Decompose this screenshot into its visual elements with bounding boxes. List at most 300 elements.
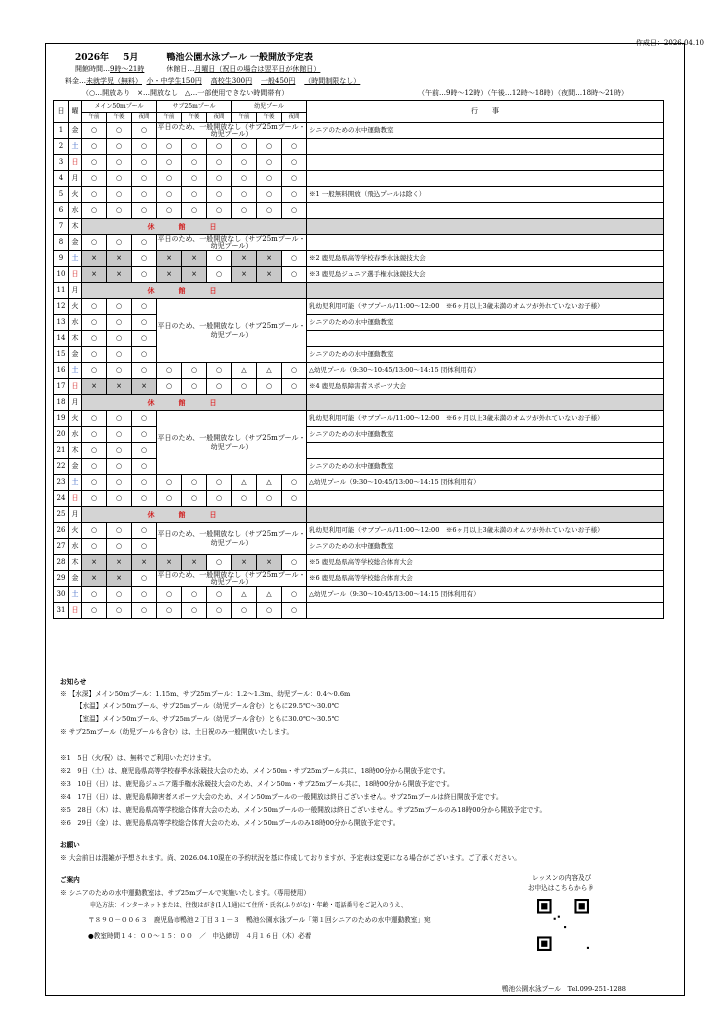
header-events: 行 事 xyxy=(307,101,664,123)
qr-code-icon[interactable] xyxy=(537,899,589,951)
row-day: 30 xyxy=(54,587,69,603)
table-row xyxy=(54,331,664,347)
row-weekday: 金 xyxy=(69,459,82,475)
row-weekday: 土 xyxy=(69,139,82,155)
header-pm: 午後 xyxy=(107,113,132,123)
status-cell: ○ xyxy=(82,331,107,347)
row-day: 4 xyxy=(54,171,69,187)
notice-water-temp: 【水温】メイン50mプール、サブ25mプール（幼児プール含む）ともに29.5℃～30.0℃ xyxy=(76,702,339,710)
request-text: ※ 大会前日は混雑が予想されます。尚、2026.04.10現在の予約状況を基に作成しておりますが、予定表は変更になる場合がございます。ご了承ください。 xyxy=(60,854,521,862)
status-cell: ○ xyxy=(82,315,107,331)
status-cell: ○ xyxy=(157,187,182,203)
status-cell: × xyxy=(257,251,282,267)
row-day: 1 xyxy=(54,123,69,139)
status-cell: × xyxy=(182,555,207,571)
status-cell: ○ xyxy=(132,267,157,283)
row-day: 8 xyxy=(54,235,69,251)
table-row xyxy=(54,235,664,251)
header-day: 日 xyxy=(54,101,69,123)
row-weekday: 木 xyxy=(69,555,82,571)
status-cell: △ xyxy=(257,587,282,603)
status-cell: ○ xyxy=(107,155,132,171)
status-cell: ○ xyxy=(257,155,282,171)
row-weekday: 木 xyxy=(69,219,82,235)
status-cell: ○ xyxy=(207,267,232,283)
status-cell: ○ xyxy=(107,539,132,555)
event-note: ※6 鹿児島県高等学校総合体育大会 xyxy=(307,571,664,587)
status-cell: ○ xyxy=(207,187,232,203)
event-note: △幼児プール（9:30～10:45/13:00～14:15 団体利用有） xyxy=(307,475,664,491)
closed-day: 休館日 xyxy=(82,283,307,299)
table-row xyxy=(54,459,664,475)
status-cell: ○ xyxy=(232,171,257,187)
table-row xyxy=(54,443,664,459)
status-cell: ○ xyxy=(207,203,232,219)
row-weekday: 月 xyxy=(69,171,82,187)
status-cell: ○ xyxy=(107,347,132,363)
status-cell: ○ xyxy=(207,363,232,379)
request-title: お願い xyxy=(60,841,80,849)
row-weekday: 火 xyxy=(69,411,82,427)
status-cell: × xyxy=(82,379,107,395)
row-weekday: 木 xyxy=(69,443,82,459)
weekday-no-open-notice: 平日のため、一般開放なし（サブ25mプール・幼児プール） xyxy=(157,523,307,555)
status-cell: × xyxy=(157,267,182,283)
event-note xyxy=(307,155,664,171)
row-day: 28 xyxy=(54,555,69,571)
row-weekday: 金 xyxy=(69,571,82,587)
status-cell: ○ xyxy=(132,331,157,347)
status-cell: ○ xyxy=(282,139,307,155)
status-cell: ○ xyxy=(282,187,307,203)
row-day: 21 xyxy=(54,443,69,459)
row-day: 18 xyxy=(54,395,69,411)
event-note: シニアのための水中運動教室 xyxy=(307,459,664,475)
note-3: ※3 10日（日）は、鹿児島ジュニア選手権水泳競技大会のため、メイン50m・サブ25mプール共に、18時00分から開放予定です。 xyxy=(60,780,454,788)
row-weekday: 金 xyxy=(69,123,82,139)
status-cell: ○ xyxy=(157,171,182,187)
row-weekday: 木 xyxy=(69,331,82,347)
status-cell: ○ xyxy=(157,587,182,603)
row-day: 12 xyxy=(54,299,69,315)
row-day: 24 xyxy=(54,491,69,507)
table-row xyxy=(54,299,664,315)
row-weekday: 土 xyxy=(69,475,82,491)
mail-address: 〒８９０－００６３ 鹿児島市鴨池２丁目３１－３ 鴨池公園水泳プール「第１回シニアのための水中運動教室」宛 xyxy=(88,916,431,924)
header-night: 夜間 xyxy=(132,113,157,123)
header-dow: 曜 xyxy=(69,101,82,123)
created-date: 作成日：2026.04.10 xyxy=(635,39,704,47)
status-cell: △ xyxy=(257,475,282,491)
status-cell: ○ xyxy=(182,491,207,507)
row-weekday: 日 xyxy=(69,267,82,283)
status-cell: ○ xyxy=(82,139,107,155)
table-row xyxy=(54,475,664,491)
event-note xyxy=(307,491,664,507)
weekday-no-open-notice: 平日のため、一般開放なし（サブ25mプール・幼児プール） xyxy=(157,570,306,586)
event-note: ※2 鹿児島県高等学校春季水泳競技大会 xyxy=(307,251,664,267)
status-cell: × xyxy=(107,267,132,283)
status-cell: ○ xyxy=(132,459,157,475)
status-cell: ○ xyxy=(107,459,132,475)
event-note: △幼児プール（9:30～10:45/13:00～14:15 団体利用有） xyxy=(307,587,664,603)
status-cell: ○ xyxy=(132,171,157,187)
table-row xyxy=(54,571,664,587)
table-row xyxy=(54,219,664,235)
row-day: 6 xyxy=(54,203,69,219)
notice-title: お知らせ xyxy=(60,678,87,686)
row-day: 17 xyxy=(54,379,69,395)
note-4: ※4 17日（日）は、鹿児島県障害者スポーツ大会のため、メイン50mプールの一般開放は終日ございません。サブ25mプールは終日開放予定です。 xyxy=(60,793,503,801)
status-cell: × xyxy=(82,571,107,587)
status-cell: ○ xyxy=(232,379,257,395)
status-cell: ○ xyxy=(132,427,157,443)
status-cell: ○ xyxy=(107,123,132,139)
row-day: 29 xyxy=(54,571,69,587)
period-legend: （午前…9時～12時）（午後…12時～18時）（夜間…18時～21時） xyxy=(418,89,628,97)
status-cell: ○ xyxy=(157,139,182,155)
status-cell: ○ xyxy=(132,123,157,139)
status-cell: ○ xyxy=(182,139,207,155)
status-cell: ○ xyxy=(207,491,232,507)
status-cell: ○ xyxy=(107,523,132,539)
status-cell: ○ xyxy=(282,491,307,507)
table-row xyxy=(54,379,664,395)
status-cell: ○ xyxy=(157,491,182,507)
status-cell: △ xyxy=(232,363,257,379)
status-cell: ○ xyxy=(132,603,157,619)
status-cell: × xyxy=(132,379,157,395)
status-cell: × xyxy=(107,555,132,571)
note-6: ※6 29日（金）は、鹿児島県高等学校総合体育大会のため、メイン50mプールのみ18時00分から開放予定です。 xyxy=(60,819,400,827)
status-cell: ○ xyxy=(82,363,107,379)
row-day: 9 xyxy=(54,251,69,267)
status-cell: ○ xyxy=(82,123,107,139)
event-note: △幼児プール（9:30～10:45/13:00～14:15 団体利用有） xyxy=(307,363,664,379)
senior-class-info: ※ シニアのための水中運動教室は、サブ25mプールで実施いたします。（専用使用） xyxy=(60,889,310,897)
event-note: 乳幼児利用可能（サブプール/11:00～12:00 ※6ヶ月以上3歳未満のオムツが外れていないお子様） xyxy=(307,411,664,427)
status-cell: ○ xyxy=(182,363,207,379)
status-cell: × xyxy=(232,251,257,267)
row-weekday: 火 xyxy=(69,187,82,203)
status-cell: ○ xyxy=(282,267,307,283)
class-time: ●教室時間１４：００～１５：００ ／ 申込締切 ４月１６日（木）必着 xyxy=(88,932,312,940)
status-cell: × xyxy=(182,251,207,267)
table-row xyxy=(54,123,664,139)
status-cell: ○ xyxy=(132,187,157,203)
status-cell: × xyxy=(182,267,207,283)
status-cell: ○ xyxy=(107,139,132,155)
table-row xyxy=(54,507,664,523)
closed-day: 休館日 xyxy=(82,395,307,411)
header-night: 夜間 xyxy=(207,113,232,123)
status-cell: ○ xyxy=(232,603,257,619)
status-cell: × xyxy=(82,251,107,267)
table-row xyxy=(54,203,664,219)
row-weekday: 水 xyxy=(69,427,82,443)
event-note: シニアのための水中運動教室 xyxy=(307,539,664,555)
status-cell: ○ xyxy=(232,139,257,155)
row-day: 23 xyxy=(54,475,69,491)
status-cell: ○ xyxy=(207,379,232,395)
status-cell: ○ xyxy=(132,347,157,363)
row-day: 5 xyxy=(54,187,69,203)
row-weekday: 月 xyxy=(69,283,82,299)
row-day: 27 xyxy=(54,539,69,555)
status-cell: ○ xyxy=(107,475,132,491)
status-cell: ○ xyxy=(107,187,132,203)
status-cell: ○ xyxy=(82,587,107,603)
row-day: 19 xyxy=(54,411,69,427)
row-day: 15 xyxy=(54,347,69,363)
status-cell: ○ xyxy=(82,171,107,187)
status-cell: ○ xyxy=(207,171,232,187)
row-day: 11 xyxy=(54,283,69,299)
weekday-no-open-notice: 平日のため、一般開放なし（サブ25mプール・幼児プール） xyxy=(157,234,306,250)
closed-day-fill xyxy=(307,219,664,235)
event-note: シニアのための水中運動教室 xyxy=(307,347,664,363)
status-cell: ○ xyxy=(132,203,157,219)
status-cell: ○ xyxy=(107,315,132,331)
status-cell: ○ xyxy=(282,603,307,619)
status-cell: × xyxy=(157,555,182,571)
weekday-no-open-notice: 平日のため、一般開放なし（サブ25mプール・幼児プール） xyxy=(157,122,306,138)
row-weekday: 金 xyxy=(69,235,82,251)
table-row xyxy=(54,411,664,427)
header-pm: 午後 xyxy=(257,113,282,123)
status-cell: ○ xyxy=(282,587,307,603)
schedule-table xyxy=(53,100,664,619)
status-cell: ○ xyxy=(82,299,107,315)
lesson-text-2: お申込はこちらから☟ xyxy=(528,884,594,892)
table-row xyxy=(54,491,664,507)
event-note: ※5 鹿児島県高等学校総合体育大会 xyxy=(307,555,664,571)
event-note: シニアのための水中運動教室 xyxy=(307,427,664,443)
apply-method: 申込方法：インターネットまたは、往復はがき(1人1通)にて住所・氏名(ふりがな)・年齢・電話番号をご記入のうえ、 xyxy=(90,902,407,909)
status-cell: ○ xyxy=(282,155,307,171)
table-row xyxy=(54,347,664,363)
row-weekday: 月 xyxy=(69,507,82,523)
status-cell: ○ xyxy=(182,171,207,187)
row-weekday: 日 xyxy=(69,491,82,507)
status-cell: ○ xyxy=(107,411,132,427)
status-cell: ○ xyxy=(107,331,132,347)
status-cell: ○ xyxy=(82,443,107,459)
row-weekday: 火 xyxy=(69,523,82,539)
status-cell: × xyxy=(232,555,257,571)
row-day: 10 xyxy=(54,267,69,283)
status-cell: ○ xyxy=(182,155,207,171)
status-cell: ○ xyxy=(107,443,132,459)
header-sub-pool: サブ25mプール xyxy=(157,101,232,113)
weekday-no-open-notice: 平日のため、一般開放なし（サブ25mプール・幼児プール） xyxy=(157,411,307,475)
row-weekday: 金 xyxy=(69,347,82,363)
event-note xyxy=(307,171,664,187)
event-note: ※3 鹿児島ジュニア選手権水泳競技大会 xyxy=(307,267,664,283)
closed-day-fill xyxy=(307,283,664,299)
notice-depth: ※ 【水深】メイン50mプール：1.15m、サブ25mプール：1.2～1.3m、幼児プール：0.4～0.6m xyxy=(60,690,351,698)
status-cell: ○ xyxy=(282,555,307,571)
status-cell: ○ xyxy=(82,347,107,363)
status-cell: × xyxy=(257,267,282,283)
status-cell: ○ xyxy=(157,203,182,219)
status-cell: ○ xyxy=(207,155,232,171)
table-row xyxy=(54,363,664,379)
table-row xyxy=(54,139,664,155)
closed-day-fill xyxy=(307,395,664,411)
event-note xyxy=(307,203,664,219)
table-row xyxy=(54,171,664,187)
row-day: 31 xyxy=(54,603,69,619)
row-day: 3 xyxy=(54,155,69,171)
table-row xyxy=(54,555,664,571)
status-cell: ○ xyxy=(82,427,107,443)
event-note: 乳幼児利用可能（サブプール/11:00～12:00 ※6ヶ月以上3歳未満のオムツが外れていないお子様） xyxy=(307,523,664,539)
status-cell: ○ xyxy=(207,251,232,267)
status-cell: ○ xyxy=(107,363,132,379)
status-cell: ○ xyxy=(82,523,107,539)
row-weekday: 日 xyxy=(69,603,82,619)
status-cell: ○ xyxy=(82,203,107,219)
status-cell: ○ xyxy=(157,475,182,491)
status-cell: ○ xyxy=(132,571,157,587)
row-day: 26 xyxy=(54,523,69,539)
status-cell: ○ xyxy=(107,587,132,603)
status-cell: ○ xyxy=(132,363,157,379)
event-note: 乳幼児利用可能（サブプール/11:00～12:00 ※6ヶ月以上3歳未満のオムツが外れていないお子様） xyxy=(307,299,664,315)
status-cell: △ xyxy=(257,363,282,379)
event-note: ※1 一般無料開放（飛込プールは除く） xyxy=(307,187,664,203)
status-cell: ○ xyxy=(107,235,132,251)
status-cell: × xyxy=(82,267,107,283)
status-cell: ○ xyxy=(207,475,232,491)
table-row xyxy=(54,283,664,299)
status-cell: ○ xyxy=(132,443,157,459)
event-note xyxy=(307,443,664,459)
row-day: 16 xyxy=(54,363,69,379)
status-cell: ○ xyxy=(157,363,182,379)
row-day: 7 xyxy=(54,219,69,235)
status-cell: ○ xyxy=(282,379,307,395)
row-weekday: 火 xyxy=(69,299,82,315)
status-cell: ○ xyxy=(257,187,282,203)
event-note: シニアのための水中運動教室 xyxy=(307,123,664,139)
status-cell: ○ xyxy=(132,539,157,555)
status-cell: ○ xyxy=(132,299,157,315)
status-cell: ○ xyxy=(82,235,107,251)
status-cell: ○ xyxy=(132,491,157,507)
status-cell: ○ xyxy=(132,475,157,491)
status-cell: ○ xyxy=(132,139,157,155)
status-cell: ○ xyxy=(232,203,257,219)
notice-sub-pool: ※ サブ25mプール（幼児プールも含む）は、土日祝のみ一般開放いたします。 xyxy=(60,728,294,736)
status-cell: × xyxy=(107,571,132,587)
table-row xyxy=(54,427,664,443)
status-cell: ○ xyxy=(82,187,107,203)
row-weekday: 土 xyxy=(69,363,82,379)
row-day: 2 xyxy=(54,139,69,155)
status-cell: × xyxy=(107,251,132,267)
row-weekday: 日 xyxy=(69,155,82,171)
status-cell: × xyxy=(157,251,182,267)
note-5: ※5 28日（木）は、鹿児島県高等学校総合体育大会のため、メイン50mプールの一般開放は終日ございません。サブ25mプールのみ18時00分から開放予定です。 xyxy=(60,806,547,814)
status-cell: ○ xyxy=(182,379,207,395)
table-row xyxy=(54,587,664,603)
event-note xyxy=(307,603,664,619)
status-cell: ○ xyxy=(257,139,282,155)
status-cell: ○ xyxy=(132,251,157,267)
status-cell: ○ xyxy=(257,203,282,219)
status-cell: ○ xyxy=(282,203,307,219)
header-kids-pool: 幼児プール xyxy=(232,101,307,113)
status-cell: ○ xyxy=(282,251,307,267)
note-1: ※1 5日（火/祝）は、無料でご利用いただけます。 xyxy=(60,754,216,762)
legend: （○…開放あり ×…開放なし △…一部使用できない時間帯有） xyxy=(82,89,289,97)
status-cell: △ xyxy=(232,587,257,603)
table-row xyxy=(54,155,664,171)
status-cell: ○ xyxy=(282,171,307,187)
fee-line: 料金…未就学児（無料） 小・中学生150円 高校生300円 一般450円 （時間制限なし） xyxy=(65,77,361,85)
status-cell: ○ xyxy=(132,587,157,603)
table-row xyxy=(54,251,664,267)
header-am: 午前 xyxy=(232,113,257,123)
row-day: 13 xyxy=(54,315,69,331)
status-cell: ○ xyxy=(282,475,307,491)
status-cell: ○ xyxy=(157,603,182,619)
row-weekday: 土 xyxy=(69,587,82,603)
row-day: 20 xyxy=(54,427,69,443)
status-cell: ○ xyxy=(132,411,157,427)
status-cell: ○ xyxy=(132,523,157,539)
status-cell: ○ xyxy=(132,235,157,251)
status-cell: ○ xyxy=(82,411,107,427)
status-cell: ○ xyxy=(232,155,257,171)
table-row xyxy=(54,539,664,555)
page-title: 2026年 5月 鴨池公園水泳プール 一般開放予定表 xyxy=(75,53,314,63)
status-cell: × xyxy=(82,555,107,571)
event-note: ※4 鹿児島県障害者スポーツ大会 xyxy=(307,379,664,395)
status-cell: ○ xyxy=(107,427,132,443)
status-cell: ○ xyxy=(157,155,182,171)
row-day: 14 xyxy=(54,331,69,347)
status-cell: ○ xyxy=(182,203,207,219)
status-cell: △ xyxy=(232,475,257,491)
status-cell: ○ xyxy=(82,459,107,475)
status-cell: × xyxy=(232,267,257,283)
event-note: シニアのための水中運動教室 xyxy=(307,315,664,331)
row-day: 25 xyxy=(54,507,69,523)
closed-day: 休館日 xyxy=(82,219,307,235)
table-row xyxy=(54,187,664,203)
row-weekday: 月 xyxy=(69,395,82,411)
status-cell: × xyxy=(107,379,132,395)
status-cell: ○ xyxy=(182,587,207,603)
row-weekday: 水 xyxy=(69,315,82,331)
event-note xyxy=(307,235,664,251)
status-cell: ○ xyxy=(107,171,132,187)
table-row xyxy=(54,267,664,283)
status-cell: ○ xyxy=(82,475,107,491)
row-weekday: 水 xyxy=(69,539,82,555)
status-cell: ○ xyxy=(82,491,107,507)
table-row xyxy=(54,603,664,619)
status-cell: ○ xyxy=(107,603,132,619)
lesson-text-1: レッスンの内容及び xyxy=(532,874,592,882)
notice-room-temp: 【室温】メイン50mプール、サブ25mプール（幼児プール含む）ともに30.0℃～30.5℃ xyxy=(76,715,339,723)
info-title: ご案内 xyxy=(60,876,80,884)
status-cell: × xyxy=(132,555,157,571)
status-cell: ○ xyxy=(257,603,282,619)
